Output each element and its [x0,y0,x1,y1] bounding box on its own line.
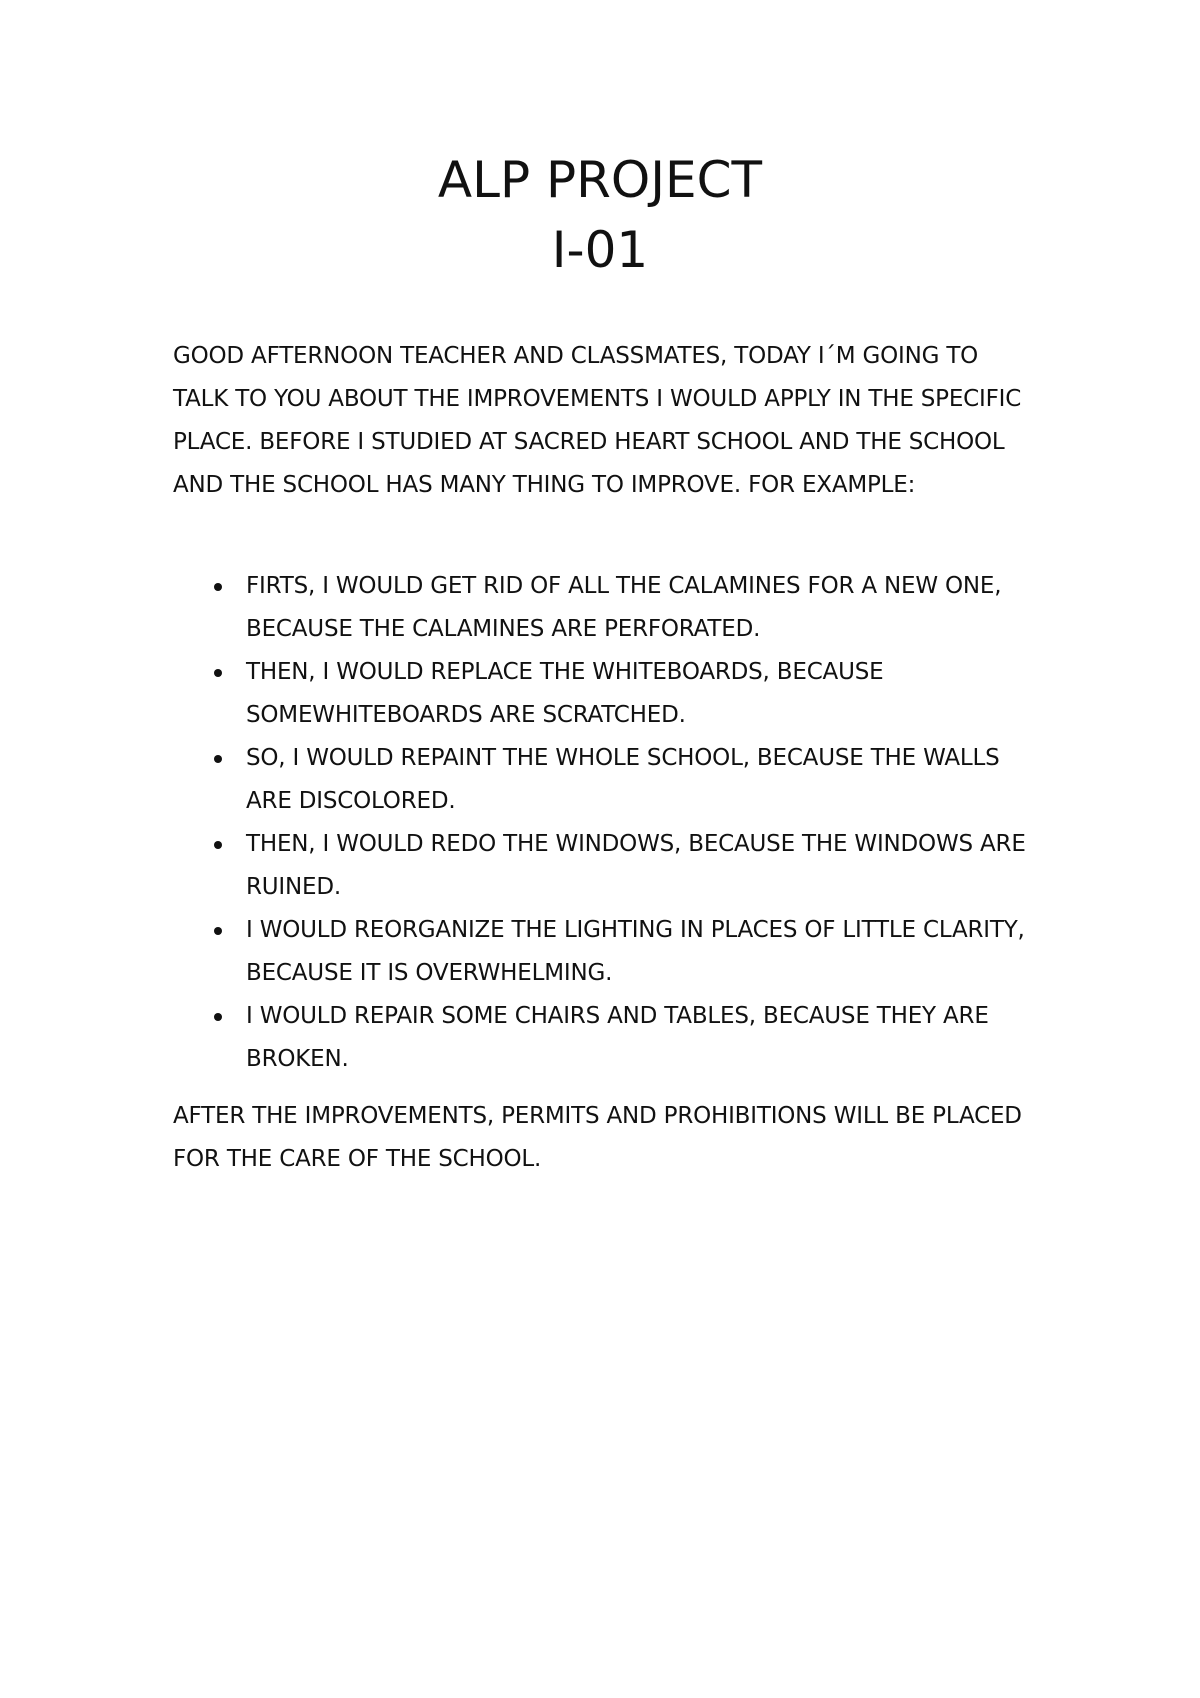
list-item [173,995,1033,1081]
list-item [173,737,1033,823]
bullet-icon [214,669,222,677]
list-item [173,651,1033,737]
page-title [0,145,1200,285]
list-item [173,823,1033,909]
improvements-list [173,565,1033,1081]
closing-paragraph: AFTER THE IMPROVEMENTS, PERMITS AND PROHIBITIONS WILL BE PLACED FOR THE CARE OF THE SCHOOL. [173,1103,1022,1172]
list-item-text: I WOULD REPAIR SOME CHAIRS AND TABLES, BECAUSE THEY ARE BROKEN. [246,1003,989,1072]
list-item-text: FIRTS, I WOULD GET RID OF ALL THE CALAMINES FOR A NEW ONE, BECAUSE THE CALAMINES ARE PERFORATED. [246,573,1002,642]
list-item [173,565,1033,651]
list-item [173,909,1033,995]
bullet-icon [214,583,222,591]
bullet-icon [214,1013,222,1021]
list-item-text: THEN, I WOULD REPLACE THE WHITEBOARDS, BECAUSE SOMEWHITEBOARDS ARE SCRATCHED. [246,659,884,728]
intro-paragraph: GOOD AFTERNOON TEACHER AND CLASSMATES, TODAY I´M GOING TO TALK TO YOU ABOUT THE IMPROVEMENTS I WOULD APPLY IN THE SPECIFIC PLACE. BEFORE I STUDIED AT SACRED HEART SCHOOL AND THE SCHOOL AND THE SCHOOL HAS MANY THING TO IMPROVE. FOR EXAMPLE: [173,343,1022,498]
title-line-2: I-01 [551,221,649,279]
list-item-text: THEN, I WOULD REDO THE WINDOWS, BECAUSE THE WINDOWS ARE RUINED. [246,831,1026,900]
bullet-icon [214,927,222,935]
list-item-text: I WOULD REORGANIZE THE LIGHTING IN PLACES OF LITTLE CLARITY, BECAUSE IT IS OVERWHELMING. [246,917,1025,986]
bullet-icon [214,841,222,849]
list-item-text: SO, I WOULD REPAINT THE WHOLE SCHOOL, BECAUSE THE WALLS ARE DISCOLORED. [246,745,1000,814]
bullet-icon [214,755,222,763]
title-line-1: ALP PROJECT [437,151,763,209]
